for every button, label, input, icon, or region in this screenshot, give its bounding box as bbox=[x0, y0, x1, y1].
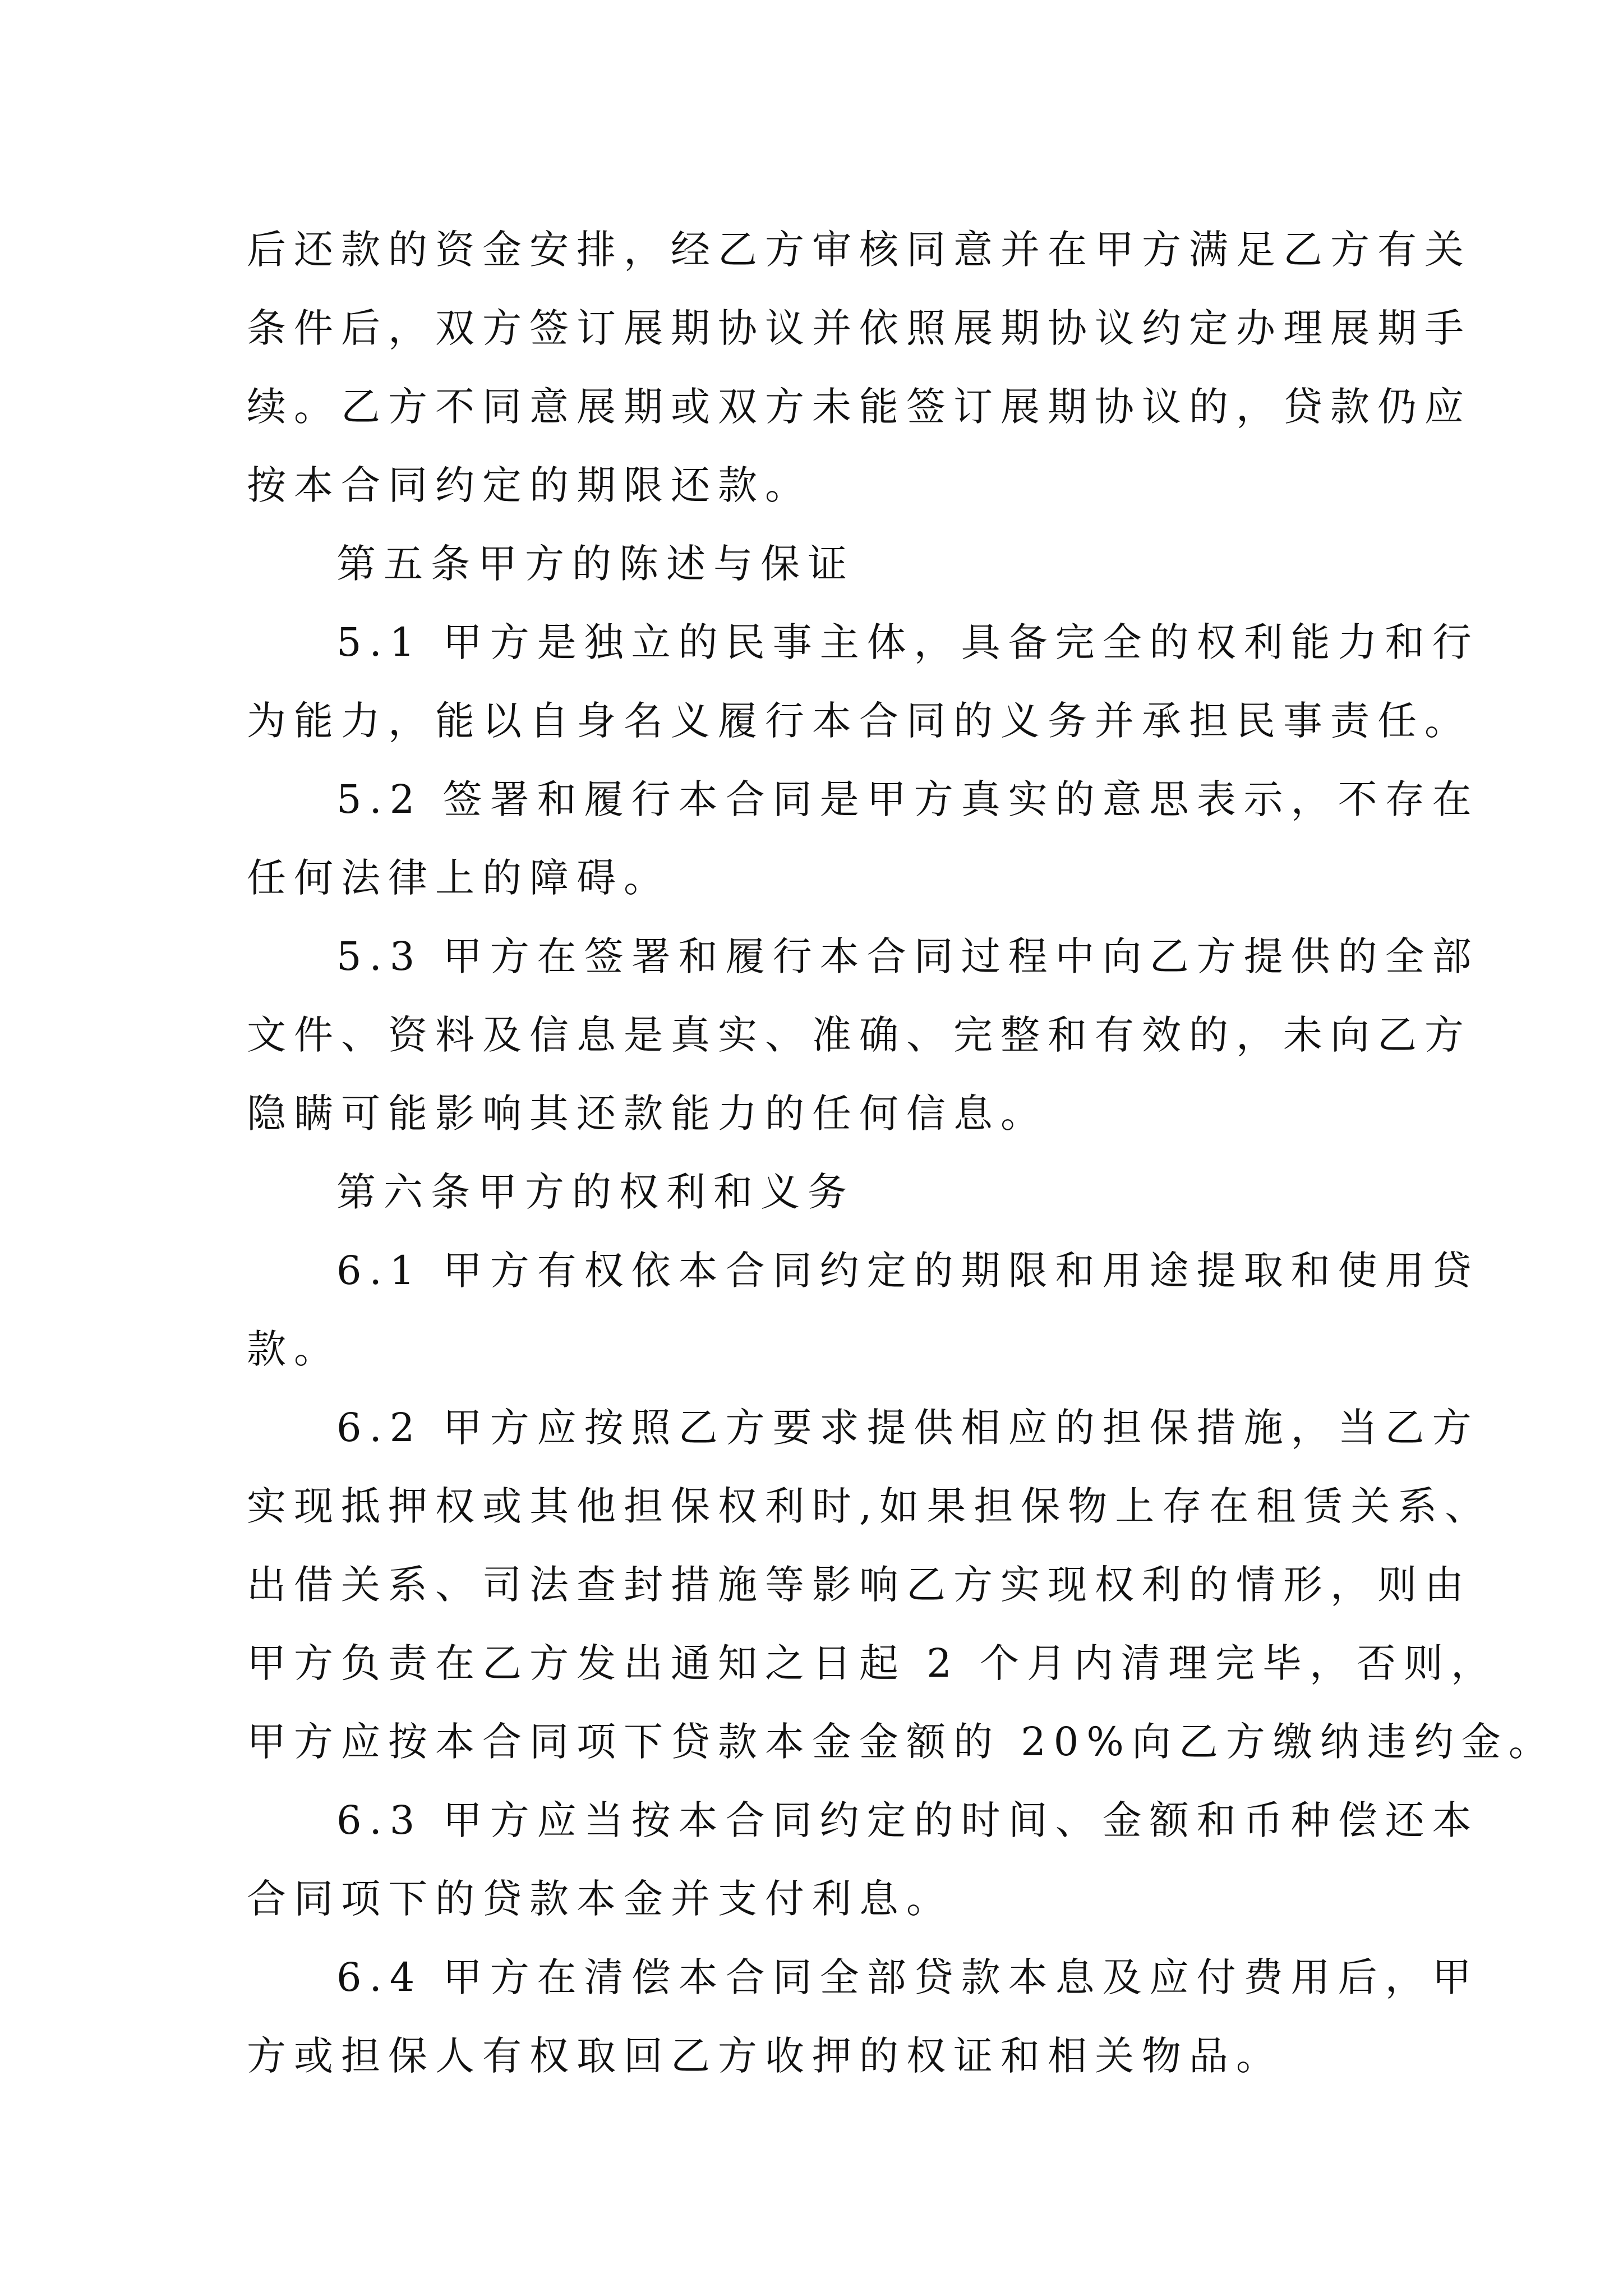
section-heading: 第六条甲方的权利和义务 bbox=[336, 1169, 855, 1215]
text-line: 5.2 签署和履行本合同是甲方真实的意思表示，不存在 bbox=[336, 776, 1479, 822]
text-line: 6.4 甲方在清偿本合同全部贷款本息及应付费用后，甲 bbox=[336, 1954, 1479, 2000]
text-line: 5.1 甲方是独立的民事主体，具备完全的权利能力和行 bbox=[336, 619, 1479, 665]
text-line: 隐瞒可能影响其还款能力的任何信息。 bbox=[247, 1091, 1048, 1137]
text-line: 6.1 甲方有权依本合同约定的期限和用途提取和使用贷 bbox=[336, 1248, 1479, 1294]
section-heading: 第五条甲方的陈述与保证 bbox=[336, 541, 855, 587]
text-line: 方或担保人有权取回乙方收押的权证和相关物品。 bbox=[247, 2033, 1283, 2079]
text-line: 甲方应按本合同项下贷款本金金额的 20%向乙方缴纳违约金。 bbox=[247, 1719, 1556, 1765]
text-line: 实现抵押权或其他担保权利时,如果担保物上存在租赁关系、 bbox=[247, 1483, 1492, 1529]
text-line: 5.3 甲方在签署和履行本合同过程中向乙方提供的全部 bbox=[336, 933, 1479, 979]
text-line: 为能力，能以自身名义履行本合同的义务并承担民事责任。 bbox=[247, 698, 1472, 744]
text-line: 6.3 甲方应当按本合同约定的时间、金额和币种偿还本 bbox=[336, 1797, 1479, 1843]
text-line: 文件、资料及信息是真实、准确、完整和有效的，未向乙方 bbox=[247, 1012, 1472, 1058]
text-line: 6.2 甲方应按照乙方要求提供相应的担保措施，当乙方 bbox=[336, 1405, 1479, 1451]
text-line: 甲方负责在乙方发出通知之日起 2 个月内清理完毕，否则， bbox=[247, 1640, 1498, 1686]
text-line: 按本合同约定的期限还款。 bbox=[247, 462, 812, 508]
text-line: 合同项下的贷款本金并支付利息。 bbox=[247, 1876, 953, 1922]
text-line: 出借关系、司法查封措施等影响乙方实现权利的情形，则由 bbox=[247, 1562, 1472, 1608]
text-line: 任何法律上的障碍。 bbox=[247, 855, 671, 901]
text-line: 条件后，双方签订展期协议并依照展期协议约定办理展期手 bbox=[247, 305, 1472, 351]
text-line: 后还款的资金安排，经乙方审核同意并在甲方满足乙方有关 bbox=[247, 227, 1472, 273]
text-line: 款。 bbox=[247, 1326, 341, 1372]
text-line: 续。乙方不同意展期或双方未能签订展期协议的，贷款仍应 bbox=[247, 384, 1472, 430]
